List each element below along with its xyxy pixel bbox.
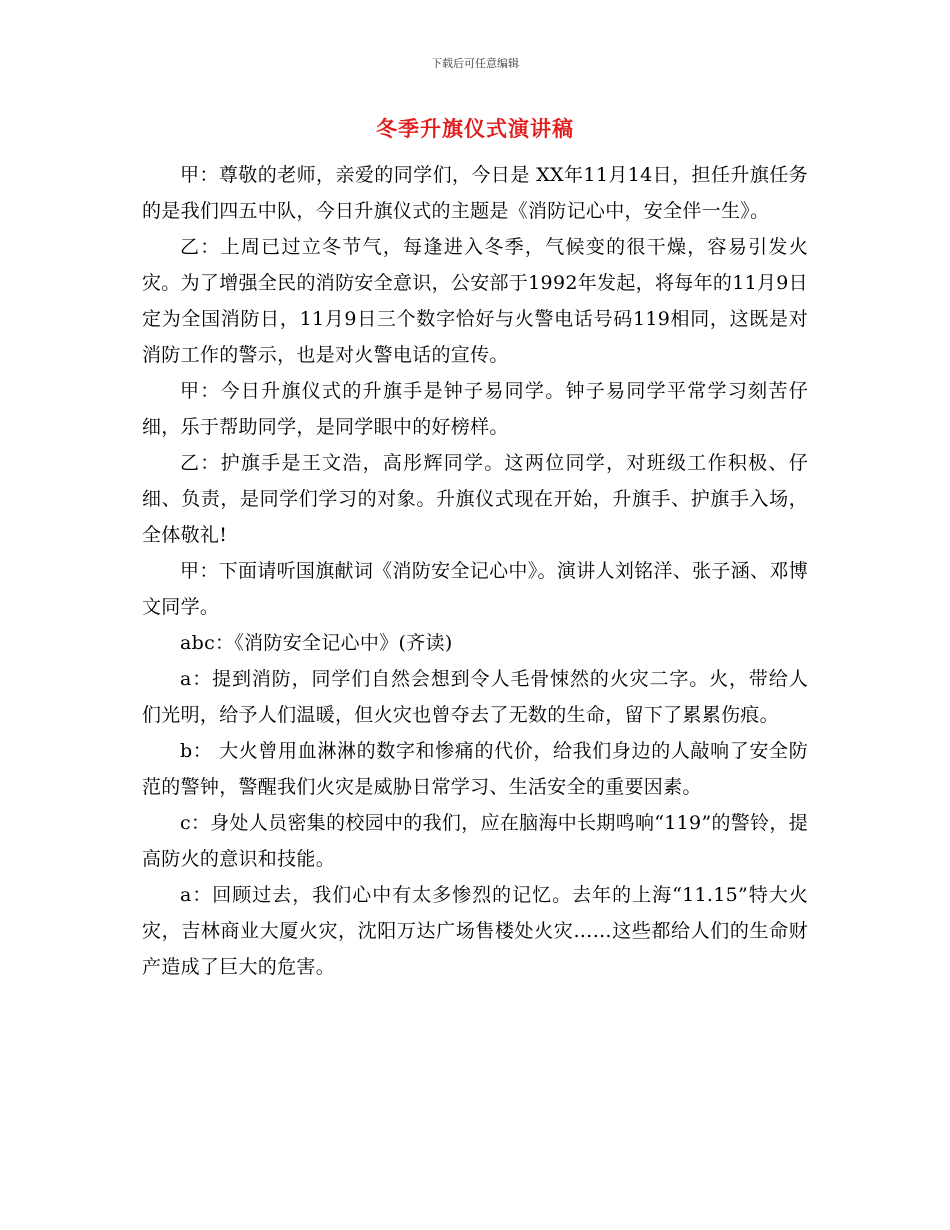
document-title: 冬季升旗仪式演讲稿 xyxy=(376,117,574,141)
paragraph: 甲：尊敬的老师，亲爱的同学们，今日是 XX年11月14日，担任升旗任务的是我们四五中队，今日升旗仪式的主题是《消防记心中，安全伴一生》。 xyxy=(142,164,808,222)
paragraph: c：身处人员密集的校园中的我们，应在脑海中长期鸣响“119”的警铃，提高防火的意识和技能。 xyxy=(142,812,808,870)
paragraph: 甲：今日升旗仪式的升旗手是钟子易同学。钟子易同学平常学习刻苦仔细，乐于帮助同学，是同学眼中的好榜样。 xyxy=(142,380,808,438)
paragraph: 乙：上周已过立冬节气，每逢进入冬季，气候变的很干燥，容易引发火灾。为了增强全民的消防安全意识，公安部于1992年发起，将每年的11月9日定为全国消防日，11月9日三个数字恰好与火警电话号码119相同，这既是对消防工作的警示，也是对火警电话的宣传。 xyxy=(142,236,808,366)
paragraph: abc：《消防安全记心中》(齐读) xyxy=(180,632,453,654)
paragraph: 甲：下面请听国旗献词《消防安全记心中》。演讲人刘铭洋、张子涵、邓博文同学。 xyxy=(142,560,808,618)
paragraph: b： 大火曾用血淋淋的数字和惨痛的代价，给我们身边的人敲响了安全防范的警钟，警醒我们火灾是威胁日常学习、生活安全的重要因素。 xyxy=(142,740,808,798)
header-note: 下载后可任意编辑 xyxy=(431,57,519,70)
paragraph: a：回顾过去，我们心中有太多惨烈的记忆。去年的上海“11.15”特大火灾，吉林商业大厦火灾，沈阳万达广场售楼处火灾……这些都给人们的生命财产造成了巨大的危害。 xyxy=(142,884,808,978)
paragraph: 乙：护旗手是王文浩，高彤辉同学。这两位同学，对班级工作积极、仔细、负责，是同学们学习的对象。升旗仪式现在开始，升旗手、护旗手入场，全体敬礼! xyxy=(142,452,808,546)
paragraph: a：提到消防，同学们自然会想到令人毛骨悚然的火灾二字。火，带给人们光明，给予人们温暖，但火灾也曾夺去了无数的生命，留下了累累伤痕。 xyxy=(142,668,808,726)
document-body xyxy=(142,157,808,985)
